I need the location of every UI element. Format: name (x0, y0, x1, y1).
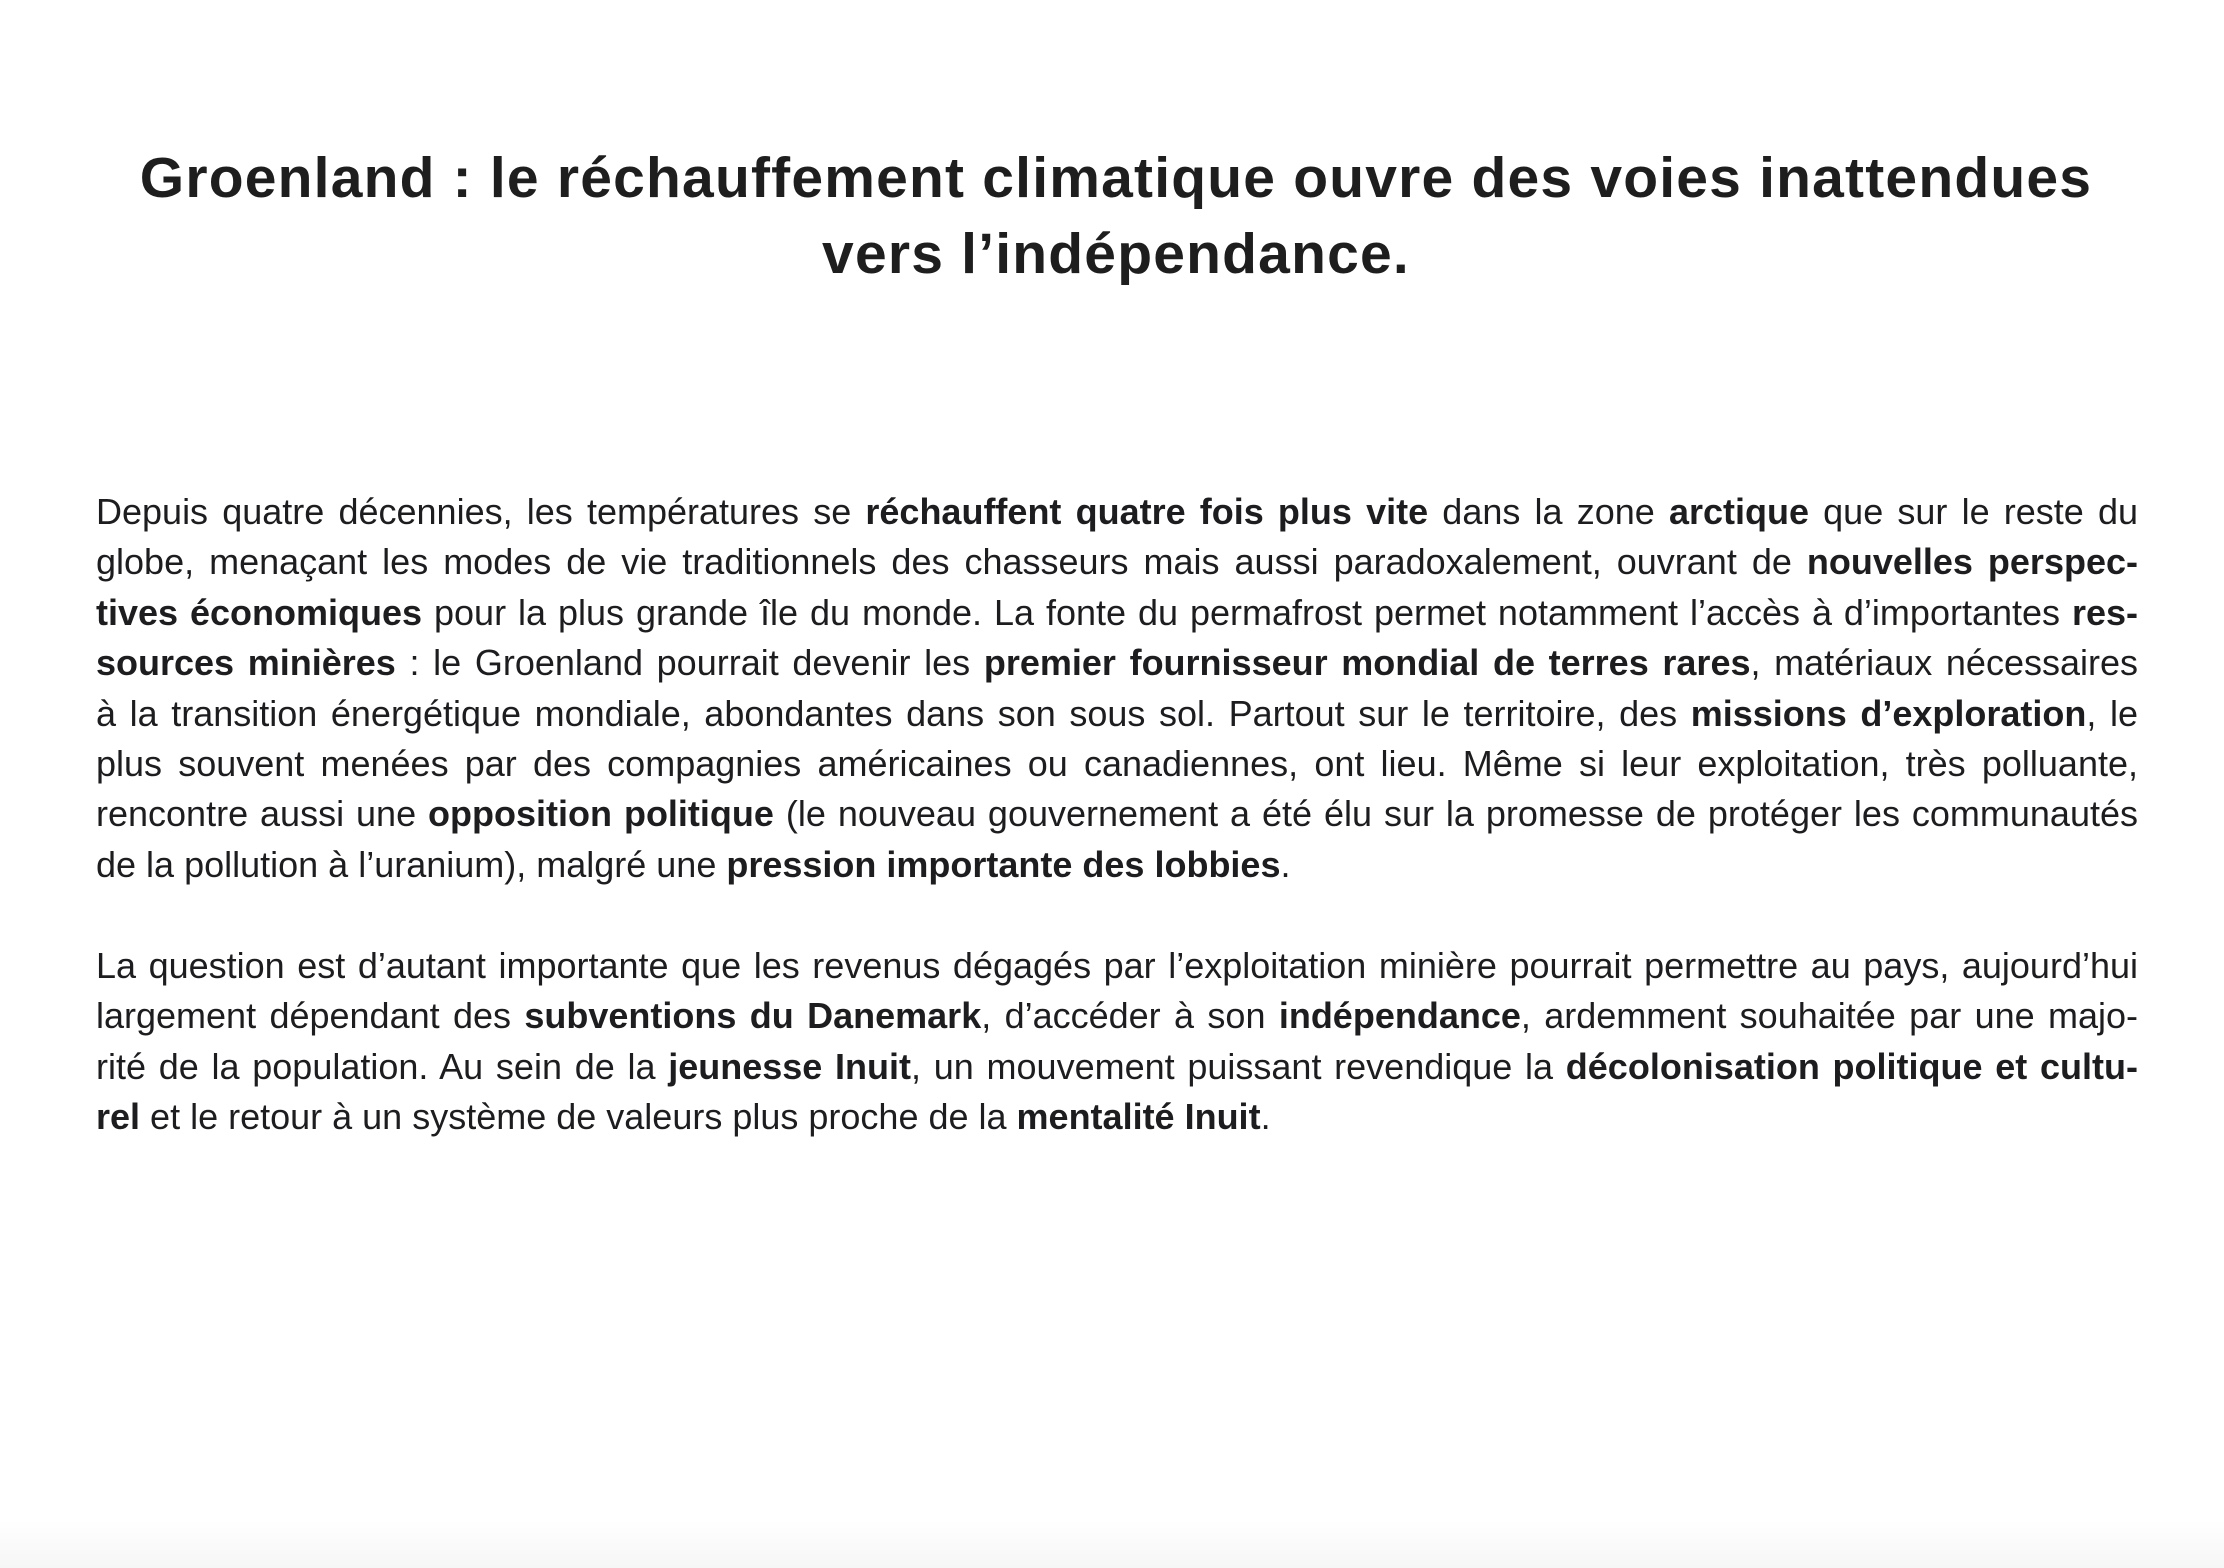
text-run: , d’accéder à son (981, 995, 1279, 1037)
text-run: rencontre aussi une (96, 793, 429, 835)
text-run: à la transition énergétique mondiale, abondantes dans son sous sol. Partout sur le territoire, des (96, 692, 1691, 734)
bold-phrase: sources minières (96, 642, 396, 684)
paragraph-line (96, 487, 2138, 537)
paragraph-line (96, 941, 2138, 991)
bold-phrase: opposition politique (428, 793, 774, 835)
text-run: Depuis quatre décennies, les températures se (96, 491, 866, 532)
bold-phrase: res- (2071, 591, 2139, 633)
text-run: rité de la population. Au sein de la (96, 1045, 669, 1087)
text-run: , le (2086, 692, 2138, 734)
title-line-2: vers l’indépendance. (822, 222, 1410, 286)
bold-phrase: premier fournisseur mondial de terres rares (983, 642, 1751, 684)
text-run: plus souvent menées par des compagnies américaines ou canadiennes, ont lieu. Même si leur exploitation, très polluante, (96, 742, 2138, 784)
bold-phrase: missions d’exploration (1690, 692, 2087, 734)
text-run: largement dépendant des (96, 995, 525, 1037)
paragraph-line (96, 789, 2138, 839)
paragraph-line (96, 1042, 2138, 1092)
text-run: La question est d’autant importante que les revenus dégagés par l’exploitation minière pourrait permettre au pays, aujourd’hui (96, 945, 2138, 986)
bold-phrase: tives économiques (96, 591, 423, 633)
text-run: : le Groenland pourrait devenir les (395, 642, 984, 684)
bold-phrase: subventions du Danemark (524, 995, 982, 1037)
bold-phrase: réchauffent quatre fois plus vite (865, 491, 1429, 532)
bold-phrase: arctique (1668, 491, 1809, 532)
bold-phrase: rel (96, 1096, 141, 1138)
bold-phrase: jeunesse Inuit (668, 1045, 912, 1087)
paragraph-line (96, 739, 2138, 789)
paragraph-line (96, 689, 2138, 739)
text-run: . (1260, 1096, 1271, 1138)
text-run: que sur le reste du (1809, 491, 2138, 532)
paragraph-line (96, 1092, 2138, 1142)
text-run: , matériaux nécessaires (1750, 642, 2138, 684)
text-run: pour la plus grande île du monde. La fonte du permafrost permet notamment l’accès à d’importantes (422, 591, 2072, 633)
bold-phrase: nouvelles perspec- (1806, 541, 2138, 583)
title-line-1: Groenland : le réchauffement climatique ouvre des voies inattendues (139, 146, 2093, 210)
paragraph-line (96, 638, 2138, 688)
paragraph-line (96, 588, 2138, 638)
document-title (96, 140, 2136, 292)
paragraph-line (96, 840, 2138, 890)
paragraph-line (96, 991, 2138, 1041)
text-run: . (1280, 843, 1291, 885)
paragraph-line (96, 537, 2138, 587)
bold-phrase: indépendance (1278, 995, 1521, 1037)
text-run: dans la zone (1428, 491, 1669, 532)
bold-phrase: mentalité Inuit (1016, 1096, 1261, 1138)
bold-phrase: décolonisation politique et cultu- (1565, 1045, 2138, 1087)
paragraph-1 (96, 487, 2138, 890)
text-run: globe, menaçant les modes de vie traditionnels des chasseurs mais aussi paradoxalement, ouvrant de (96, 541, 1807, 583)
bold-phrase: pression importante des lobbies (726, 843, 1281, 885)
paragraph-2 (96, 941, 2138, 1143)
text-run: , ardemment souhaitée par une majo- (1520, 995, 2139, 1037)
text-run: de la pollution à l’uranium), malgré une (96, 843, 727, 885)
text-run: (le nouveau gouvernement a été élu sur la promesse de protéger les communautés (773, 793, 2139, 835)
text-run: , un mouvement puissant revendique la (911, 1045, 1566, 1087)
text-run: et le retour à un système de valeurs plus proche de la (140, 1096, 1017, 1138)
